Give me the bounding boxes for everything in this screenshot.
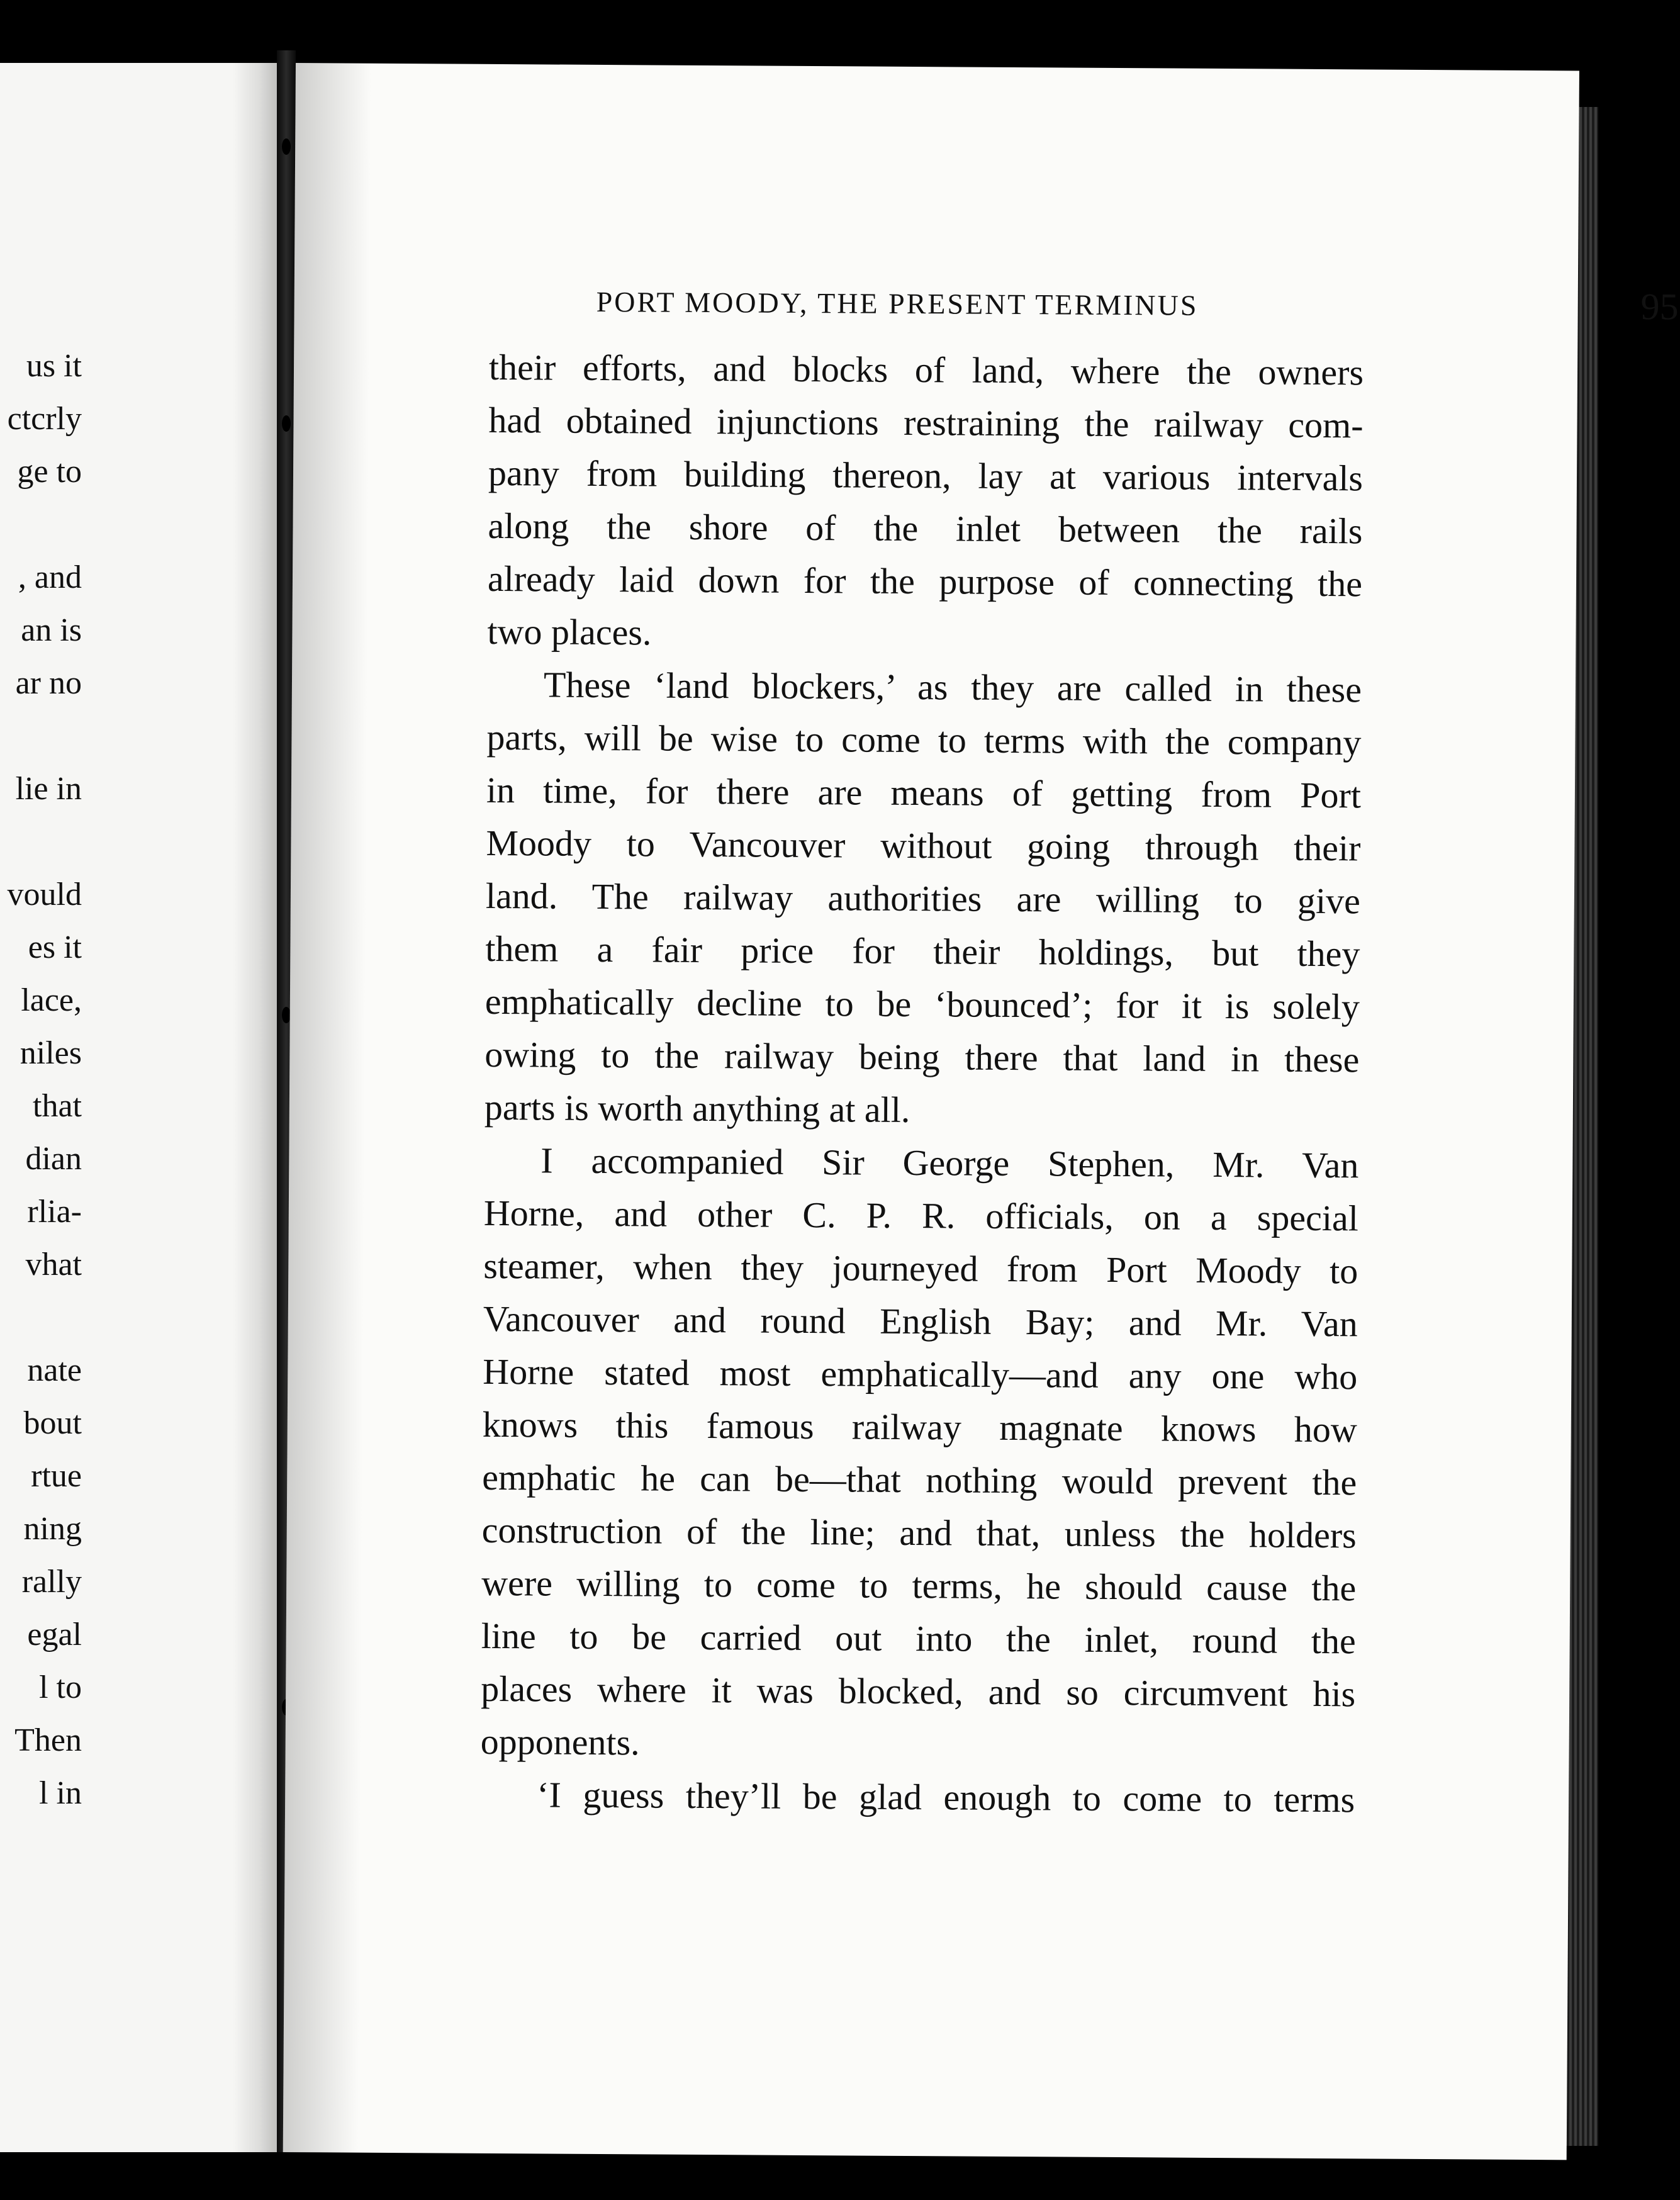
left-page — [0, 63, 279, 2152]
left-page-text — [0, 340, 82, 1820]
text-line: parts, will be wise to come to terms with the company — [486, 716, 1362, 763]
text-line: construction of the line; and that, unless the holders — [481, 1509, 1357, 1556]
text-line: knows this famous railway magnate knows how — [482, 1403, 1357, 1451]
left-line: ctcrly — [7, 401, 82, 437]
body-text — [480, 341, 1364, 1826]
left-line: that — [33, 1088, 82, 1124]
left-line: Then — [14, 1722, 82, 1758]
text-line: them a fair price for their holdings, but they — [485, 928, 1360, 975]
gutter-shadow — [233, 63, 277, 2152]
text-line: places where it was blocked, and so circumvent his — [481, 1668, 1356, 1715]
left-line: an is — [21, 612, 82, 648]
text-line: along the shore of the inlet between the rails — [488, 505, 1363, 552]
gutter-shadow — [283, 63, 371, 2153]
running-title: PORT MOODY, THE PRESENT TERMINUS — [596, 285, 1199, 322]
left-line: rally — [21, 1564, 82, 1600]
text-line: already laid down for the purpose of connecting the — [487, 558, 1363, 605]
text-line: steamer, when they journeyed from Port Moody to — [483, 1245, 1358, 1292]
text-line: in time, for there are means of getting from Port — [486, 769, 1362, 816]
text-line: opponents. — [480, 1720, 640, 1763]
left-line: l in — [39, 1775, 82, 1811]
text-line: parts is worth anything at all. — [484, 1086, 910, 1130]
left-line: l to — [39, 1670, 82, 1705]
text-line: had obtained injunctions restraining the railway com- — [488, 399, 1364, 446]
left-line: nate — [27, 1352, 82, 1388]
left-line — [0, 816, 82, 868]
text-line: two places. — [487, 610, 652, 653]
left-line: ge to — [17, 454, 82, 490]
left-line — [0, 710, 82, 763]
text-line: line to be carried out into the inlet, round the — [481, 1615, 1356, 1662]
text-line: emphatically decline to be ‘bounced’; for it is solely — [484, 980, 1360, 1028]
text-line: their efforts, and blocks of land, where the owners — [488, 346, 1364, 393]
text-line: owing to the railway being there that land in these — [484, 1033, 1360, 1080]
text-line: These ‘land blockers,’ as they are called in these — [543, 664, 1362, 710]
text-line: were willing to come to terms, he should cause the — [481, 1562, 1357, 1609]
left-line: rlia- — [27, 1194, 82, 1230]
text-line: Horne, and other C. P. R. officials, on a special — [483, 1192, 1359, 1239]
left-line: lace, — [21, 982, 82, 1018]
left-line: rtue — [31, 1458, 82, 1494]
running-head — [596, 279, 1678, 336]
left-line: vould — [7, 877, 82, 912]
text-line: ‘I guess they’ll be glad enough to come to terms — [536, 1774, 1355, 1821]
text-line: land. The railway authorities are willing to give — [485, 875, 1361, 922]
text-line: Horne stated most emphatically—and any one who — [483, 1350, 1358, 1398]
left-line: ning — [23, 1511, 82, 1547]
text-line: Vancouver and round English Bay; and Mr. Van — [483, 1298, 1358, 1345]
text-line: I accompanied Sir George Stephen, Mr. Van — [540, 1140, 1359, 1186]
text-line: pany from building thereon, lay at various intervals — [488, 452, 1364, 499]
text-line: Moody to Vancouver without going through their — [486, 822, 1361, 869]
left-line: niles — [20, 1035, 82, 1071]
right-page — [283, 63, 1679, 2160]
left-line: lie in — [15, 771, 82, 807]
left-line: , and — [18, 559, 82, 595]
page-number: 95 — [1640, 286, 1679, 328]
left-line: egal — [27, 1617, 82, 1653]
left-line: dian — [25, 1141, 82, 1177]
text-line: emphatic he can be—that nothing would prevent the — [482, 1456, 1357, 1503]
left-line: vhat — [25, 1247, 82, 1282]
left-line: us it — [26, 348, 82, 384]
left-line: ar no — [15, 665, 82, 701]
left-line — [0, 498, 82, 551]
left-line: es it — [28, 929, 82, 965]
left-line: bout — [23, 1405, 82, 1441]
left-line — [0, 1291, 82, 1344]
